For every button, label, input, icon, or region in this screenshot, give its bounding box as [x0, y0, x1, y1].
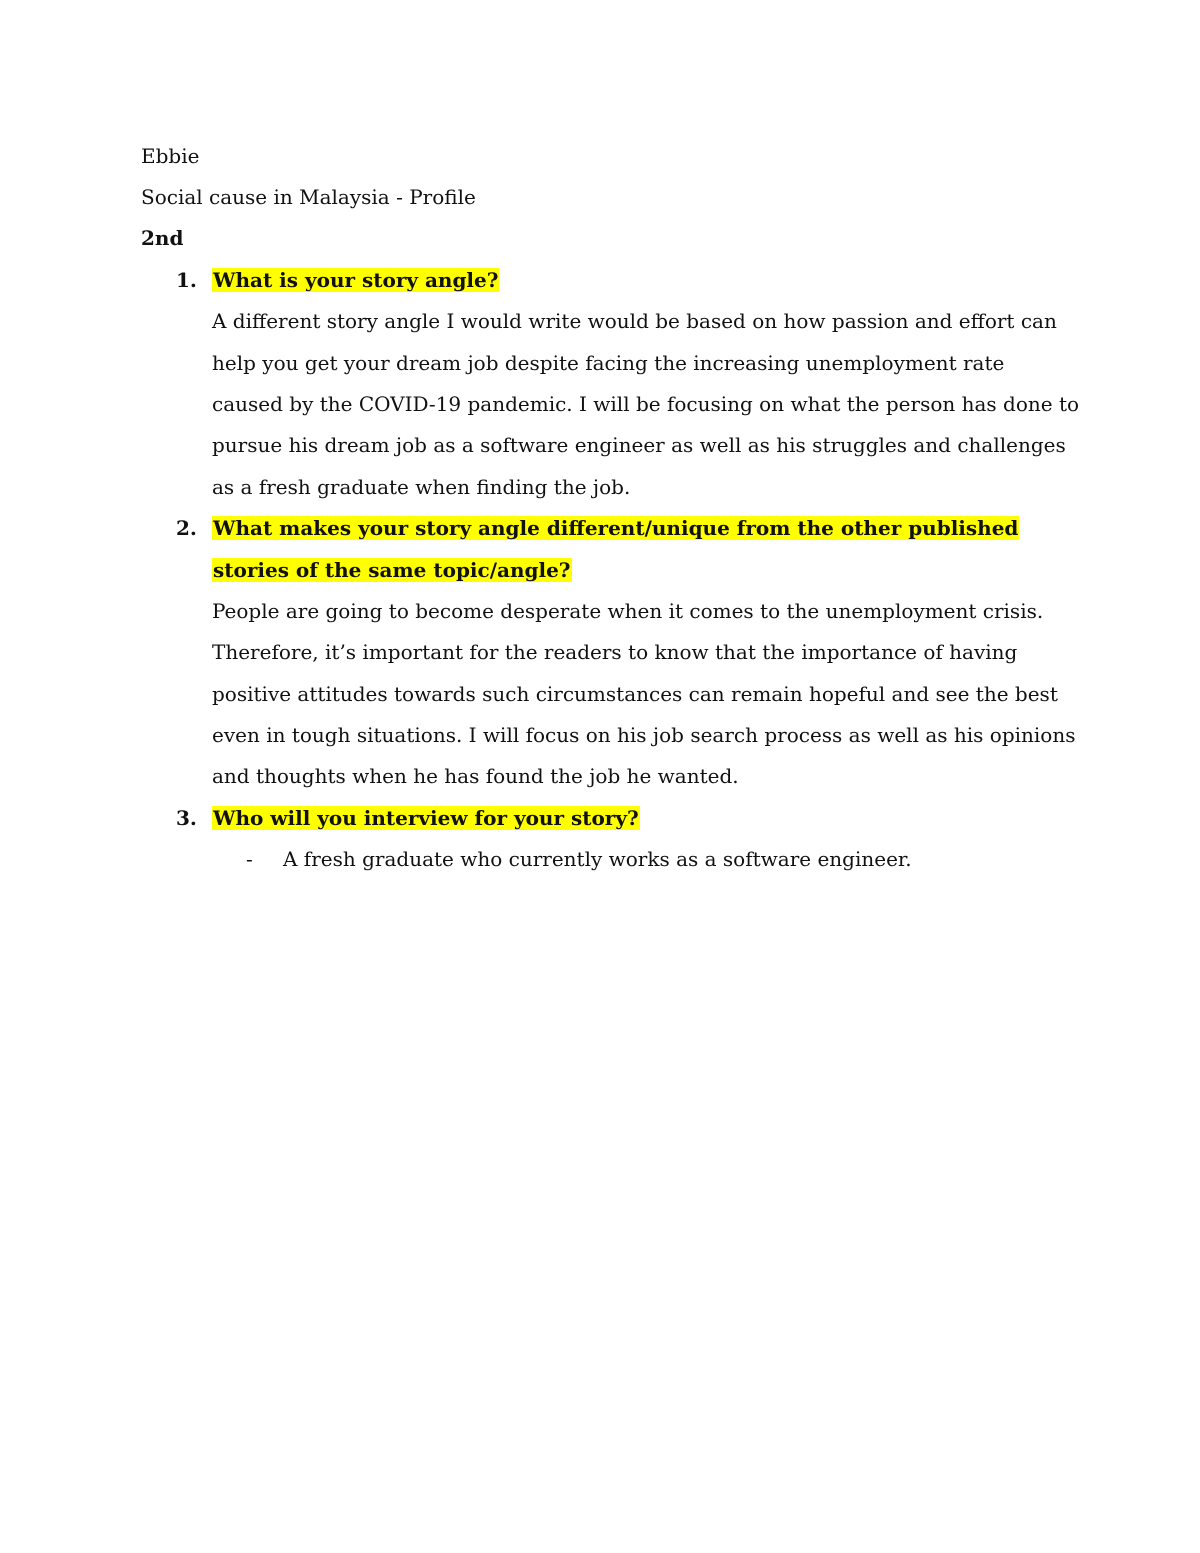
answer-line: help you get your dream job despite facing the increasing unemployment rate: [212, 351, 1005, 375]
answer-line: and thoughts when he has found the job he wanted.: [212, 764, 739, 788]
question-number: 2.: [176, 516, 197, 540]
question-heading: [212, 266, 499, 294]
bullet-text: A fresh graduate who currently works as a software engineer.: [283, 847, 912, 871]
author-name: Ebbie: [141, 144, 200, 168]
answer-line: positive attitudes towards such circumstances can remain hopeful and see the best: [212, 682, 1058, 706]
highlighted-question-text: What makes your story angle different/unique from the other published: [213, 516, 1019, 540]
question-heading-continued: [212, 556, 572, 584]
question-number: 3.: [176, 806, 197, 830]
document-subtitle: Social cause in Malaysia - Profile: [141, 185, 476, 209]
answer-line: Therefore, it’s important for the readers to know that the importance of having: [212, 640, 1018, 664]
highlighted-question-text: stories of the same topic/angle?: [213, 558, 571, 582]
answer-line: pursue his dream job as a software engineer as well as his struggles and challenges: [212, 433, 1066, 457]
answer-line: People are going to become desperate when it comes to the unemployment crisis.: [212, 599, 1044, 623]
question-number: 1.: [176, 268, 197, 292]
answer-line: as a fresh graduate when finding the job.: [212, 475, 631, 499]
answer-line: caused by the COVID-19 pandemic. I will be focusing on what the person has done to: [212, 392, 1080, 416]
answer-line: A different story angle I would write would be based on how passion and effort can: [212, 309, 1057, 333]
highlighted-question-text: Who will you interview for your story?: [213, 806, 639, 830]
bullet-dash: -: [246, 847, 253, 871]
question-heading: [212, 804, 640, 832]
question-heading: [212, 514, 1019, 542]
answer-line: even in tough situations. I will focus on his job search process as well as his opinions: [212, 723, 1076, 747]
draft-label: 2nd: [141, 226, 184, 250]
highlighted-question-text: What is your story angle?: [213, 268, 499, 292]
